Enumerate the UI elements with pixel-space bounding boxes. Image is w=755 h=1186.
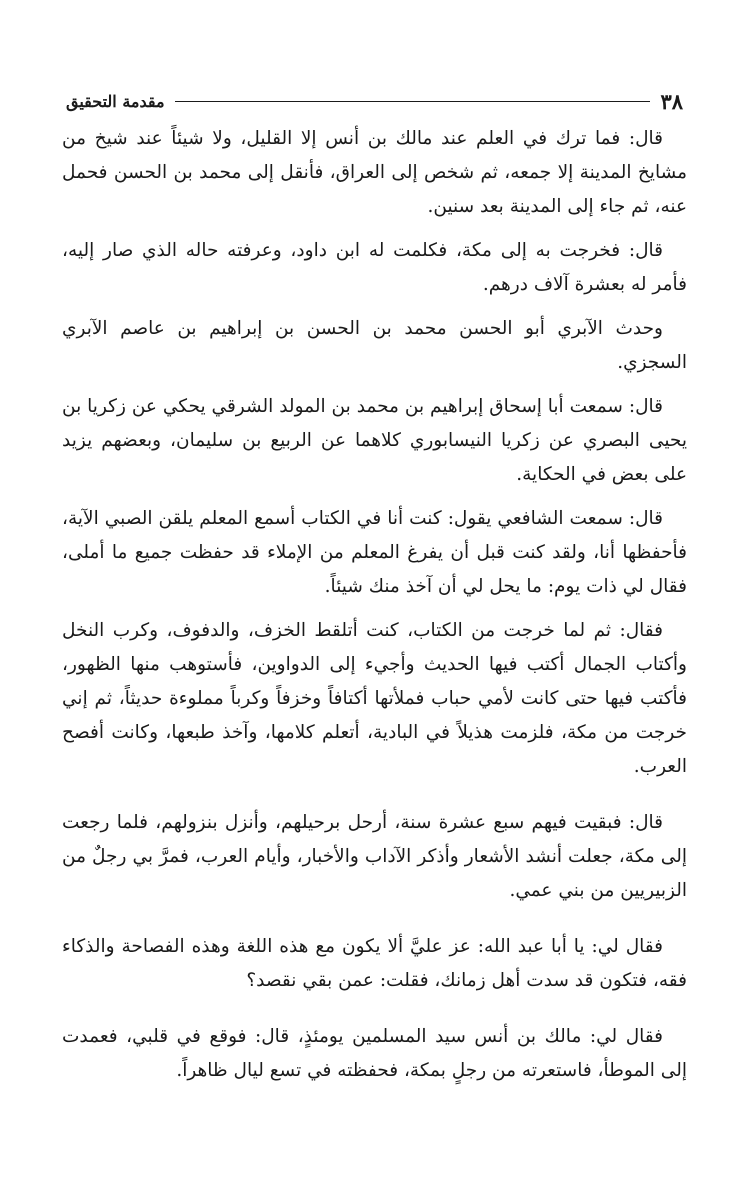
- header-rule: [175, 101, 651, 102]
- page-number: ٣٨: [660, 88, 683, 114]
- paragraph: فقال لي: مالك بن أنس سيد المسلمين يومئذٍ، قال: فوقع في قلبي، فعمدت إلى الموطأ، فاستعرته من رجلٍ بمكة، فحفظته في تسع ليال ظاهراً.: [62, 1026, 687, 1081]
- paragraph: قال: فخرجت به إلى مكة، فكلمت له ابن داود، وعرفته حاله الذي صار إليه، فأمر له بعشرة آلاف درهم.: [62, 240, 687, 295]
- running-header: [66, 86, 683, 116]
- paragraph: فقال: ثم لما خرجت من الكتاب، كنت أتلقط الخزف، والدفوف، وكرب النخل وأكتاب الجمال أكتب فيها الحديث وأجيء إلى الدواوين، فأستوهب منها الظهور، فأكتب فيها حتى كانت لأمي حباب فملأتها أكتافاً وخزفاً وكرباً مملوءة حديثاً، ثم إني خرجت من مكة، فلزمت هذيلاً في البادية، أتعلم كلامها، وآخذ طبعها، وكانت أفصح العرب.: [62, 620, 687, 777]
- paragraph: قال: فبقيت فيهم سبع عشرة سنة، أرحل برحيلهم، وأنزل بنزولهم، فلما رجعت إلى مكة، جعلت أنشد الأشعار وأذكر الآداب والأخبار، وأيام العرب، فمرَّ بي رجلٌ من الزبيريين من بني عمي.: [62, 812, 687, 901]
- paragraph: فقال لي: يا أبا عبد الله: عز عليَّ ألا يكون مع هذه اللغة وهذه الفصاحة والذكاء فقه، فتكون قد سدت أهل زمانك، فقلت: عمن بقي نقصد؟: [62, 936, 687, 991]
- running-title: مقدمة التحقيق: [66, 91, 165, 111]
- page-body: [62, 122, 687, 1098]
- paragraph: قال: سمعت أبا إسحاق إبراهيم بن محمد بن المولد الشرقي يحكي عن زكريا بن يحيى البصري عن زكريا النيسابوري كلاهما عن الربيع بن سليمان، وبعضهم يزيد على بعض في الحكاية.: [62, 396, 687, 485]
- paragraph: وحدث الآبري أبو الحسن محمد بن الحسن بن إبراهيم بن عاصم الآبري السجزي.: [62, 318, 687, 373]
- paragraph: قال: فما ترك في العلم عند مالك بن أنس إلا القليل، ولا شيئاً عند شيخ من مشايخ المدينة إلا جمعه، ثم شخص إلى العراق، فأنقل إلى محمد بن الحسن فحمل عنه، ثم جاء إلى المدينة بعد سنين.: [62, 128, 687, 217]
- paragraph: قال: سمعت الشافعي يقول: كنت أنا في الكتاب أسمع المعلم يلقن الصبي الآية، فأحفظها أنا، ولقد كنت قبل أن يفرغ المعلم من الإملاء قد حفظت جميع ما أملى، فقال لي ذات يوم: ما يحل لي أن آخذ منك شيئاً.: [62, 508, 687, 597]
